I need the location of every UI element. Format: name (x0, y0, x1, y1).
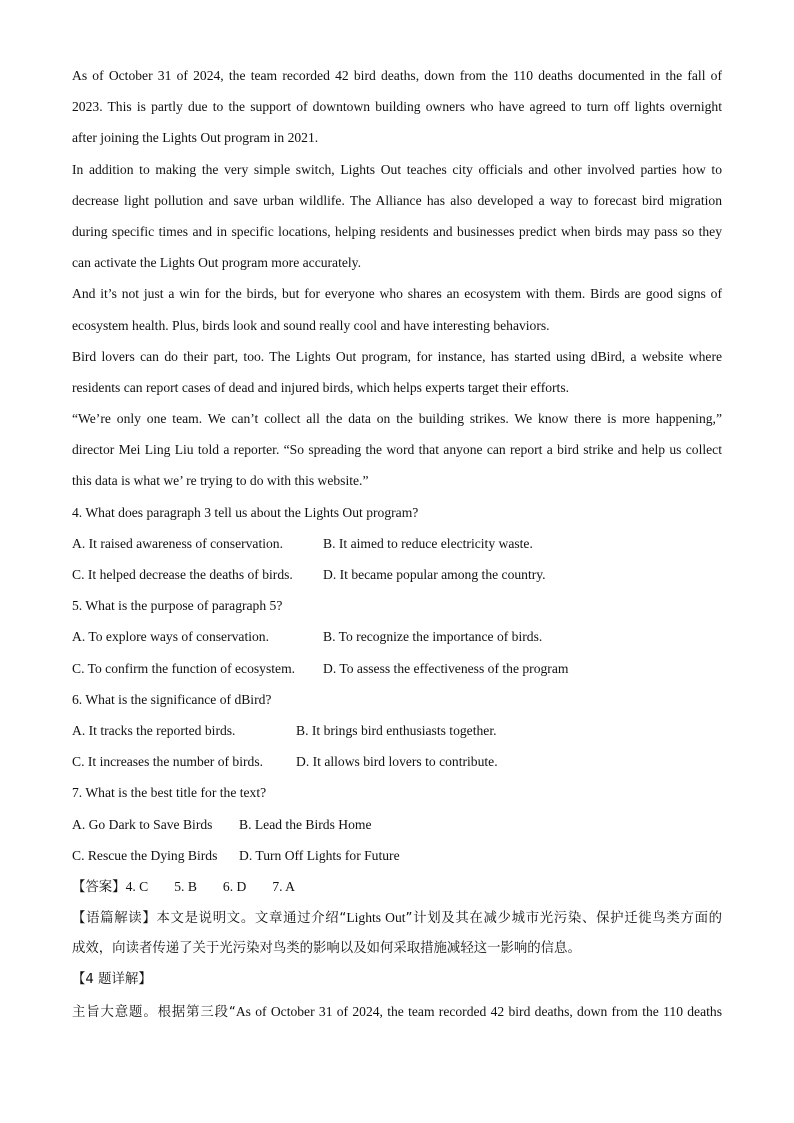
answer-key (72, 871, 722, 902)
question-7 (72, 777, 722, 871)
passage-paragraph-4 (72, 341, 722, 403)
text-line: residents can report cases of dead and injured birds, which helps experts target their efforts. (72, 379, 570, 395)
detail-text (72, 996, 722, 1027)
option-b: B. To recognize the importance of birds. (323, 629, 543, 645)
question-stem: 4. What does paragraph 3 tell us about the Lights Out program? (72, 504, 419, 520)
option-row (72, 715, 722, 746)
detail-heading: 【4 题详解】 (72, 972, 152, 988)
option-b: B. It brings bird enthusiasts together. (296, 722, 497, 738)
interpretation-text: 本文是说明文。文章通过介绍“ (156, 911, 347, 927)
answer-item: 6. D (222, 878, 247, 894)
answer-item: 7. A (272, 878, 295, 894)
question-stem: 7. What is the best title for the text? (72, 785, 267, 801)
text-line: “We’re only one team. We can’t collect all the data on the building strikes. We know there is more happening,” (72, 411, 722, 427)
option-d: D. It allows bird lovers to contribute. (296, 754, 498, 770)
option-row (72, 840, 722, 871)
question-6 (72, 684, 722, 778)
text-line: decrease light pollution and save urban wildlife. The Alliance has also developed a way to forecast bird migration (72, 192, 722, 208)
option-c: C. To confirm the function of ecosystem. (72, 660, 296, 676)
answer-item: 5. B (174, 878, 197, 894)
text-line: ecosystem health. Plus, birds look and sound really cool and have interesting behaviors. (72, 317, 550, 333)
option-a: A. To explore ways of conservation. (72, 629, 269, 645)
text-line: And it’s not just a win for the birds, but for everyone who shares an ecosystem with them. Birds are good signs of (72, 286, 722, 302)
option-row (72, 746, 722, 777)
detail-text-en: As of October 31 of 2024, the team recorded 42 bird deaths, down from the 110 deaths (235, 1003, 722, 1019)
option-row (72, 653, 722, 684)
question-stem: 5. What is the purpose of paragraph 5? (72, 598, 283, 614)
passage-paragraph-5 (72, 403, 722, 497)
option-row (72, 621, 722, 652)
text-line: Bird lovers can do their part, too. The Lights Out program, for instance, has started using dBird, a website where (72, 348, 722, 364)
option-c: C. It increases the number of birds. (72, 754, 264, 770)
option-c: C. It helped decrease the deaths of birds. (72, 567, 293, 582)
option-a: A. Go Dark to Save Birds (72, 816, 213, 832)
text-line: during specific times and in specific locations, helping residents and businesses predict when birds may pass so they (72, 223, 722, 239)
option-d: D. To assess the effectiveness of the program (323, 660, 569, 676)
text-line: 2023. This is partly due to the support of downtown building owners who have agreed to turn off lights overnight (72, 99, 722, 115)
question-5 (72, 590, 722, 684)
passage-paragraph-2 (72, 154, 722, 279)
interpretation-text: Lights Out (346, 910, 406, 926)
answer-item: 4. C (125, 878, 149, 894)
interpretation-text: ”计划及其在减少城市光污染、保护迁徙鸟类方面的 (405, 911, 723, 927)
discourse-interpretation (72, 902, 722, 964)
text-line: after joining the Lights Out program in 2021. (72, 130, 319, 146)
option-row (72, 559, 722, 590)
text-line: 成效，向读者传递了关于光污染对鸟类的影响以及如何采取措施减轻这一影响的信息。 (72, 941, 581, 957)
document-content (72, 60, 722, 1027)
option-row (72, 528, 722, 559)
answer-label: 【答案】 (72, 879, 126, 895)
text-line (72, 902, 722, 933)
text-line: this data is what we’ re trying to do with this website.” (72, 473, 369, 489)
text-line: As of October 31 of 2024, the team recorded 42 bird deaths, down from the 110 deaths documented in the fall of (72, 68, 722, 83)
option-c: C. Rescue the Dying Birds (72, 847, 218, 863)
text-line: director Mei Ling Liu told a reporter. “So spreading the word that anyone can report a bird strike and help us collect (72, 442, 722, 458)
option-a: A. It tracks the reported birds. (72, 722, 236, 738)
option-a: A. It raised awareness of conservation. (72, 535, 284, 551)
interpretation-label: 【语篇解读】 (72, 911, 157, 927)
question-4 (72, 497, 722, 591)
detail-text-zh: 主旨大意题。根据第三段“ (72, 1004, 236, 1020)
option-row (72, 809, 722, 840)
text-line: In addition to making the very simple switch, Lights Out teaches city officials and other involved parties how to (72, 161, 722, 177)
passage-paragraph-1 (72, 60, 722, 154)
passage-paragraph-3 (72, 278, 722, 340)
option-d: D. It became popular among the country. (323, 567, 546, 582)
question-stem: 6. What is the significance of dBird? (72, 691, 272, 707)
option-b: B. Lead the Birds Home (239, 816, 372, 832)
text-line: can activate the Lights Out program more accurately. (72, 255, 361, 271)
option-d: D. Turn Off Lights for Future (239, 847, 400, 863)
option-b: B. It aimed to reduce electricity waste. (323, 535, 533, 551)
